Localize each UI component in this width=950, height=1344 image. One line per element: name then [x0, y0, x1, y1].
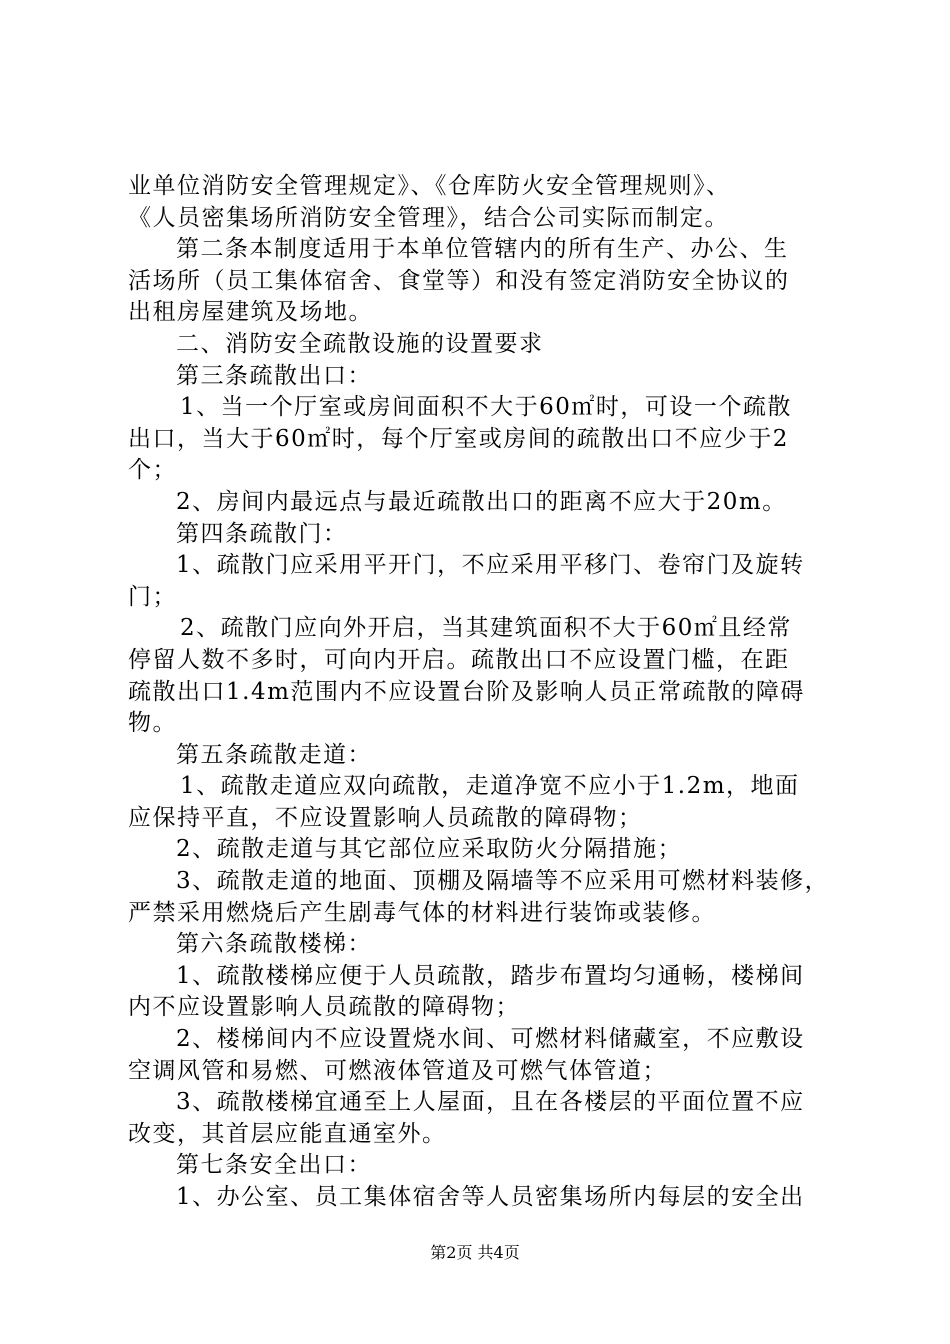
article-heading: 第六条疏散楼梯： — [176, 931, 372, 958]
text-line: 改变，其首层应能直通室外。 — [128, 1120, 447, 1147]
text-line: 2、楼梯间内不应设置烧水间、可燃材料储藏室，不应敷设 — [176, 1026, 805, 1053]
text-line: 个； — [128, 457, 177, 484]
text-line: 疏散出口1.4m范围内不应设置台阶及影响人员正常疏散的障碍 — [128, 678, 805, 705]
text-line: 活场所（员工集体宿舍、食堂等）和没有签定消防安全协议的 — [128, 267, 790, 294]
text-line: 严禁采用燃烧后产生剧毒气体的材料进行装饰或装修。 — [128, 899, 716, 926]
section-heading: 二、消防安全疏散设施的设置要求 — [176, 330, 544, 357]
text-line: 3、疏散走道的地面、顶棚及隔墙等不应采用可燃材料装修， — [176, 868, 830, 895]
text-line: 1、疏散走道应双向疏散，走道净宽不应小于1.2m，地面 — [180, 773, 800, 800]
text-line: 第二条本制度适用于本单位管辖内的所有生产、办公、生 — [176, 236, 789, 263]
text-line: 2、疏散门应向外开启，当其建筑面积不大于60㎡且经常 — [180, 615, 792, 642]
text-line: 《人员密集场所消防安全管理》，结合公司实际而制定。 — [128, 204, 729, 231]
text-line: 门； — [128, 583, 177, 610]
text-line: 物。 — [128, 710, 177, 737]
text-line: 业单位消防安全管理规定》、《仓库防火安全管理规则》、 — [128, 173, 731, 199]
text-line: 3、疏散楼梯宜通至上人屋面，且在各楼层的平面位置不应 — [176, 1089, 805, 1116]
text-line: 1、当一个厅室或房间面积不大于60㎡时，可设一个疏散 — [180, 394, 792, 421]
text-line: 2、房间内最远点与最近疏散出口的距离不应大于20m。 — [176, 488, 787, 515]
page-number-footer: 第2页 共4页 — [430, 1243, 520, 1262]
text-line: 停留人数不多时，可向内开启。疏散出口不应设置门槛，在距 — [128, 646, 790, 673]
document-body — [128, 171, 833, 1214]
text-line: 出租房屋建筑及场地。 — [128, 299, 373, 326]
text-line: 2、疏散走道与其它部位应采取防火分隔措施； — [176, 836, 683, 863]
text-line: 1、疏散楼梯应便于人员疏散，踏步布置均匀通畅，楼梯间 — [176, 962, 805, 989]
article-heading: 第四条疏散门： — [176, 520, 348, 547]
text-line: 1、疏散门应采用平开门，不应采用平移门、卷帘门及旋转 — [176, 552, 805, 579]
article-heading: 第五条疏散走道： — [176, 741, 372, 768]
text-line: 1、办公室、员工集体宿舍等人员密集场所内每层的安全出 — [176, 1184, 805, 1210]
text-line: 内不应设置影响人员疏散的障碍物； — [128, 994, 520, 1021]
article-heading: 第七条安全出口： — [176, 1152, 372, 1179]
article-heading: 第三条疏散出口： — [176, 362, 372, 389]
text-line: 空调风管和易燃、可燃液体管道及可燃气体管道； — [128, 1057, 667, 1084]
text-line: 出口，当大于60㎡时，每个厅室或房间的疏散出口不应少于2 — [128, 425, 789, 452]
text-line: 应保持平直，不应设置影响人员疏散的障碍物； — [128, 804, 643, 831]
